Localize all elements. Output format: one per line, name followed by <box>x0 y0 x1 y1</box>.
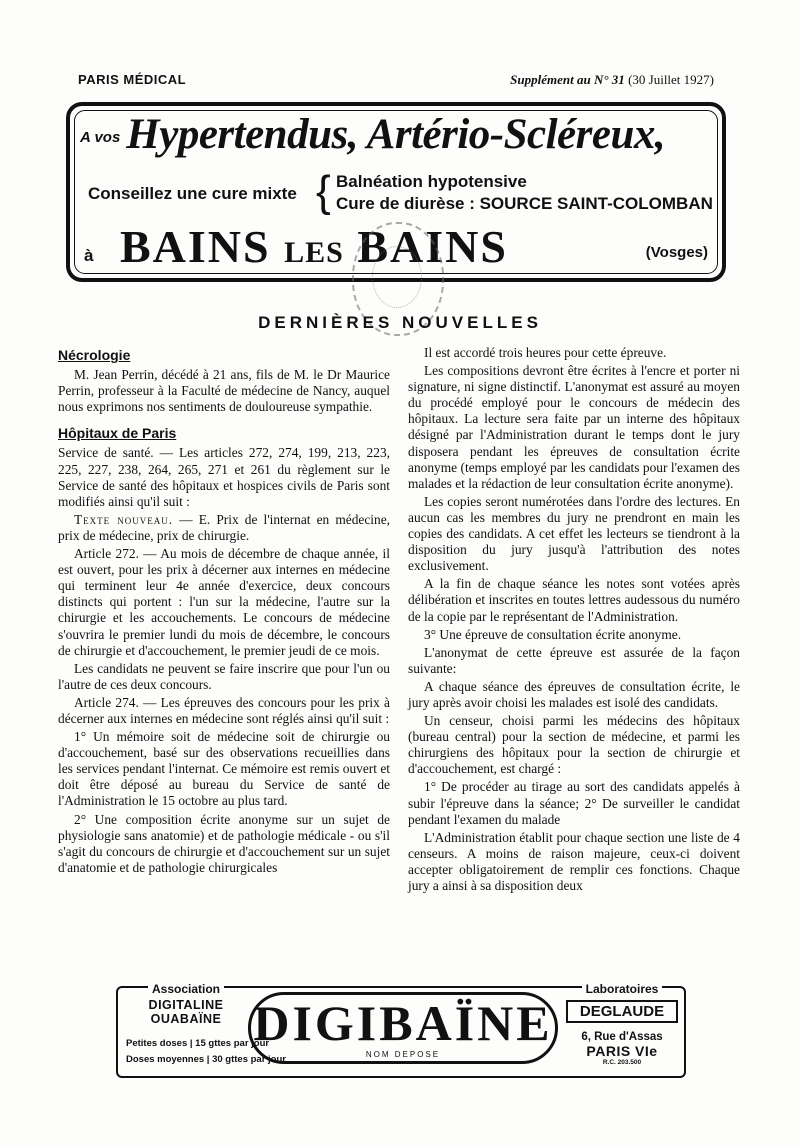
paragraph: Il est accordé trois heures pour cette épreuve. <box>424 345 667 360</box>
ad-dose-medium: Doses moyennes | 30 gttes par jour <box>126 1054 286 1065</box>
ad-brand-name: DIGIBAÏNE <box>253 995 553 1051</box>
ad-digibaine <box>116 980 686 1084</box>
ad-lab-name: DEGLAUDE <box>566 1000 678 1023</box>
issue-info <box>510 72 714 88</box>
paragraph: 2° Une composition écrite anonyme sur un sujet de physiologie sans anatomie) et de pathologie médicale - ou s'il s'agit du concours de chirurgie et d'accouchement sur un sujet d'anatomie et de pathologie chirurgicales <box>58 811 390 875</box>
paragraph: Service de santé. — Les articles 272, 274, 199, 213, 223, 225, 227, 238, 264, 265, 271 et 261 du règlement sur le Service de santé des hôpitaux et hospices civils de Paris sont modifiés ainsi qu'il suit : <box>58 445 390 509</box>
right-column <box>408 345 740 896</box>
brace-icon: { <box>316 167 331 216</box>
heading-hopitaux: Hôpitaux de Paris <box>58 425 177 442</box>
ad-advice-line <box>88 167 713 220</box>
paragraph <box>58 512 390 544</box>
paragraph: Un censeur, choisi parmi les médecins des hôpitaux (bureau central) pour la section de médecine, et parmi les chirurgiens des hôpitaux pour la section de chirurgie et d'accouchement, est chargé : <box>408 713 740 777</box>
supplement-number: Supplément au N° 31 <box>510 72 625 87</box>
ad-headline: Hypertendus, Artério-Scléreux, <box>126 111 666 158</box>
texte-nouveau-label: Texte nouveau. <box>74 511 174 527</box>
paragraph: L'Administration établit pour chaque section une liste de 4 censeurs. A moins de raison majeure, ceux-ci doivent accepter obligatoirement de remplir ces fonctions. Chaque jury a ainsi à sa disposition deux <box>408 829 740 893</box>
texte-nouveau-text: — E. Prix de l'internat en médecine, prix de médecine, prix de chirurgie. <box>58 511 390 543</box>
paragraph: Les candidats ne peuvent se faire inscrire que pour l'un ou l'autre de ces deux concours. <box>58 660 390 692</box>
ad-ouabaine: OUABAÏNE <box>150 1012 222 1026</box>
ad-option-balneation: Balnéation hypotensive <box>336 172 527 191</box>
ad-a: à <box>84 246 94 265</box>
issue-date: (30 Juillet 1927) <box>628 72 714 87</box>
ad-nom-depose: NOM DEPOSE <box>365 1050 441 1059</box>
ad-brand-badge <box>248 992 558 1064</box>
ad-option-diurese: Cure de diurèse : SOURCE SAINT-COLOMBAN <box>336 194 713 213</box>
ad-laboratory-block <box>562 980 682 1066</box>
ad-region: (Vosges) <box>645 244 708 261</box>
paragraph: Les copies seront numérotées dans l'ordre des lectures. En aucun cas les membres du jury ne prendront en main les copies des candidats. A cet effet les lecteurs se tiendront à la disposition du jury jusqu'à l'attribution des notes exclusivement. <box>408 493 740 574</box>
ad-headline-line <box>80 110 665 159</box>
ad-registration: R.C. 203.500 <box>602 1059 642 1066</box>
ad-association-block <box>126 980 246 1026</box>
heading-necrologie: Nécrologie <box>58 347 131 363</box>
ad-bains-first: BAINS <box>120 221 285 272</box>
ad-digitaline: DIGITALINE <box>148 998 224 1012</box>
ad-city: PARIS VIe <box>586 1043 658 1059</box>
paragraph: L'anonymat de cette épreuve est assurée de la façon suivante: <box>408 644 740 676</box>
left-column <box>58 345 390 878</box>
paragraph: Article 274. — Les épreuves des concours pour les prix à décerner aux internes en médecine sont réglés ainsi qu'il suit : <box>58 694 390 726</box>
ad-bains-second: BAINS <box>343 221 508 272</box>
ad-advice: Conseillez une cure mixte <box>88 184 297 203</box>
necrologie-text: M. Jean Perrin, décédé à 21 ans, fils de M. le Dr Maurice Perrin, professeur à la Faculté de médecine de Nancy, auquel nous exprimons nos sentiments de douloureuse sympathie. <box>58 367 390 415</box>
ad-association: Association <box>148 982 224 996</box>
paragraph: 3° Une épreuve de consultation écrite anonyme. <box>424 626 682 642</box>
paragraph: 1° Un mémoire soit de médecine soit de chirurgie ou d'accouchement, basé sur des observations recueillies dans les services pendant l'internat. Ce mémoire est remis ouvert et doit être déposé au bureau du Service de santé de l'Administration le 15 octobre au plus tard. <box>58 729 390 809</box>
ad-prefix: A vos <box>80 129 121 146</box>
paragraph: A chaque séance des épreuves de consultation écrite, le jury après avoir choisi les malades est isolé des candidats. <box>408 678 740 710</box>
paragraph: A la fin de chaque séance les notes sont votées après délibération et inscrites en toutes lettres audessous du numéro de la copie par le représentant de l'Administration. <box>408 576 740 624</box>
ad-address: 6, Rue d'Assas <box>581 1031 663 1043</box>
ad-town-name <box>120 220 508 273</box>
ad-les: LES <box>284 236 344 269</box>
section-title: DERNIÈRES NOUVELLES <box>258 313 542 332</box>
paragraph: Les compositions devront être écrites à l'encre et porter ni signature, ni signe distinctif. L'anonymat est assuré au moyen du procédé employé pour le concours de médecin des hôpitaux. La lecture sera faite par un interne des hôpitaux désigné par l'Administration durant le temps dont le jury disposera pendant les épreuves de consultation écrite anonyme (temps employé par les candidats pour l'examen des malades et la rédaction de leur consultation écrite anonyme). <box>408 363 740 491</box>
running-head <box>78 72 714 90</box>
paragraph: 1° De procéder au tirage au sort des candidats appelés à subir l'épreuve dans la séance; 2° De surveiller le candidat pendant l'examen du malade <box>408 779 740 827</box>
paragraph: Article 272. — Au mois de décembre de chaque année, il est ouvert, pour les prix à décerner aux internes en médecine qui terminent leur 4e année d'exercice, deux concours distincts qui portent : l'un sur la médecine, l'autre sur la chirurgie et les accouchements. Le concours de médecine s'ouvrira le premier lundi du mois de décembre, le concours de chirurgie et d'accouchement, le premier jeudi de ce mois. <box>58 546 390 658</box>
ad-laboratoires: Laboratoires <box>582 982 663 996</box>
journal-title: PARIS MÉDICAL <box>78 72 187 87</box>
ad-dose-small: Petites doses | 15 gttes par jour <box>126 1038 270 1049</box>
